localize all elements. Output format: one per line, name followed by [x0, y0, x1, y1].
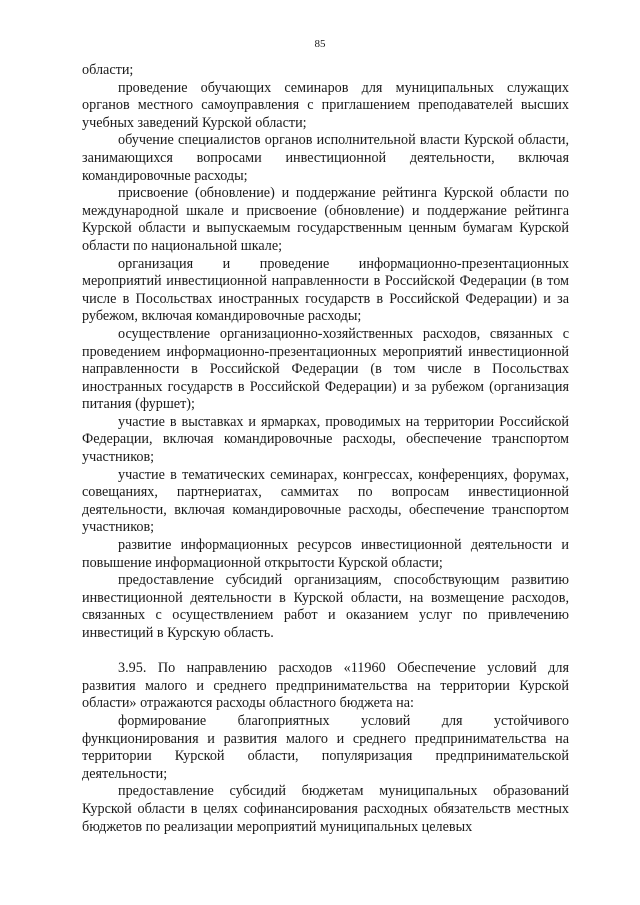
- paragraph-municipal-subsidies: предоставление субсидий бюджетам муниципальных образований Курской области в целях софинансирования расходных обязательств местных бюджетов по реализации мероприятий муниципальных целевых: [82, 783, 569, 835]
- document-body: [82, 62, 569, 836]
- paragraph-presentations: организация и проведение информационно-презентационных мероприятий инвестиционной направленности в Российской Федерации (в том числе в Посольствах иностранных государств в Российской Федерации) и за рубежом, включая командировочные расходы;: [82, 255, 569, 325]
- paragraph-continuation: области;: [82, 62, 134, 78]
- paragraph-subsidies: предоставление субсидий организациям, способствующим развитию инвестиционной деятельности в Курской области, на возмещение расходов, связанных с осуществлением работ и оказанием услуг по привлечению инвестиций в Курскую область.: [82, 572, 569, 641]
- paragraph-rating: присвоение (обновление) и поддержание рейтинга Курской области по международной шкале и присвоение (обновление) и поддержание рейтинга Курской области и выпускаемым государственным ценным бумагам Курской области по национальной шкале;: [82, 185, 569, 254]
- page-number: 85: [314, 38, 326, 50]
- paragraph-training: обучение специалистов органов исполнительной власти Курской области, занимающихся вопросами инвестиционной деятельности, включая командировочные расходы;: [82, 132, 569, 184]
- paragraph-expenses: осуществление организационно-хозяйственных расходов, связанных с проведением информационно-презентационных мероприятий инвестиционной направленности в Российской Федерации (в том числе в Посольствах иностранных государств в Российской Федерации) и за рубежом (организация питания (фуршет);: [82, 325, 569, 413]
- paragraph-sme-conditions: формирование благоприятных условий для устойчивого функционирования и развития малого и среднего предпринимательства на территории Курской области, популяризация предпринимательской деятельности;: [82, 712, 569, 782]
- paragraph-exhibitions: участие в выставках и ярмарках, проводимых на территории Российской Федерации, включая командировочные расходы, обеспечение транспортом участников;: [82, 413, 569, 466]
- section-3-95: 3.95. По направлению расходов «11960 Обеспечение условий для развития малого и среднего предпринимательства на территории Курской области» отражаются расходы областного бюджета на:: [82, 660, 569, 712]
- paragraph-conferences: участие в тематических семинарах, конгрессах, конференциях, форумах, совещаниях, партнериатах, саммитах по вопросам инвестиционной деятельности, включая командировочные расходы, обеспечение транспортом участников;: [82, 466, 569, 536]
- paragraph-info-resources: развитие информационных ресурсов инвестиционной деятельности и повышение информационной открытости Курской области;: [82, 537, 569, 571]
- paragraph-seminars: проведение обучающих семинаров для муниципальных служащих органов местного самоуправления с приглашением преподавателей высших учебных заведений Курской области;: [82, 79, 569, 131]
